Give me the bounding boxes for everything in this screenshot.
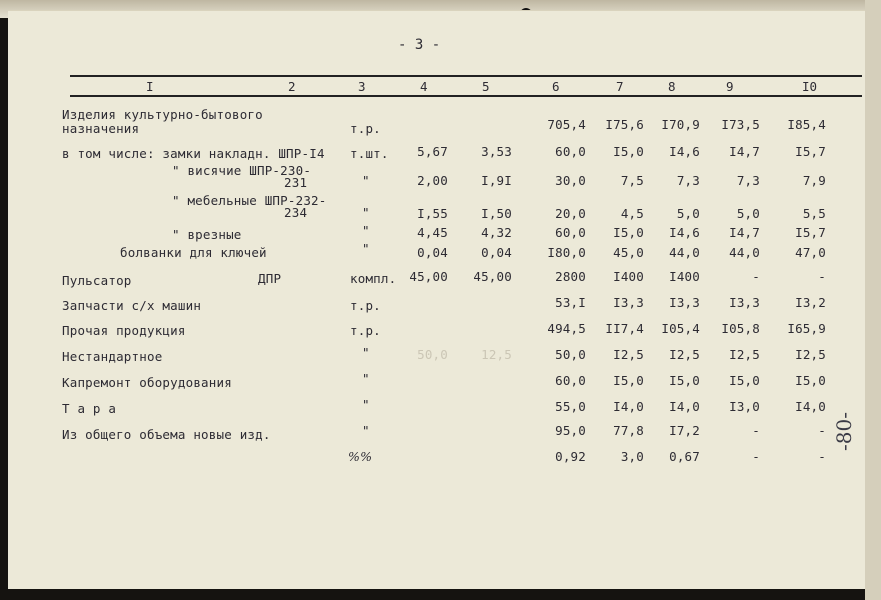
cell-c10: I5,0 (795, 373, 826, 388)
cell-c8: I3,3 (669, 295, 700, 310)
cell-c9: 44,0 (729, 245, 760, 260)
row-unit: т.р. (350, 298, 381, 313)
cell-c4: 0,04 (417, 245, 448, 260)
cell-c9: I4,7 (729, 144, 760, 159)
column-header-9: 9 (726, 79, 734, 94)
cell-c5: I,9I (481, 173, 512, 188)
table-top-rule (70, 75, 862, 77)
cell-c7: I5,0 (613, 225, 644, 240)
cell-c9: - (752, 449, 760, 464)
row-unit: " (362, 205, 370, 220)
row-unit: " (362, 223, 370, 238)
cell-c8: 0,67 (669, 449, 700, 464)
row-unit: %% (348, 449, 373, 464)
cell-c6: 2800 (555, 269, 586, 284)
cell-c6: 0,92 (555, 449, 586, 464)
cell-c9: I4,7 (729, 225, 760, 240)
cell-c6: 60,0 (555, 225, 586, 240)
cell-c5: I,50 (481, 206, 512, 221)
cell-c4: 45,00 (409, 269, 448, 284)
cell-c7: I2,5 (613, 347, 644, 362)
cell-c10: I2,5 (795, 347, 826, 362)
cell-c7: I3,3 (613, 295, 644, 310)
cell-c9: I5,0 (729, 373, 760, 388)
cell-c7: 3,0 (620, 449, 644, 464)
cell-c9: I3,3 (729, 295, 760, 310)
cell-c5: 12,5 (481, 347, 512, 362)
cell-c9: 7,3 (736, 173, 760, 188)
row-name: Изделия культурно-бытового (62, 107, 263, 122)
row-unit: " (362, 397, 370, 412)
handwritten-page-mark: -80- (832, 412, 856, 451)
cell-c4: 4,45 (417, 225, 448, 240)
cell-c8: I5,0 (669, 373, 700, 388)
row-unit: т.р. (350, 323, 381, 338)
cell-c10: 7,9 (802, 173, 826, 188)
row-name: Т а р а (62, 401, 117, 416)
cell-c6: 60,0 (555, 144, 586, 159)
row-name: " врезные (172, 227, 242, 242)
cell-c9: - (752, 269, 760, 284)
row-name: Запчасти с/х машин (62, 298, 202, 313)
cell-c4: I,55 (417, 206, 448, 221)
row-name: " мебельные ШПР-232- (172, 193, 327, 208)
row-unit: " (362, 345, 370, 360)
cell-c6: 53,I (555, 295, 586, 310)
cell-c6: 95,0 (555, 423, 586, 438)
cell-c7: 7,5 (620, 173, 644, 188)
cell-c9: I73,5 (721, 117, 760, 132)
row-name: Пульсатор (62, 273, 132, 288)
row-name-line2: 231 (284, 175, 308, 190)
cell-c10: I5,7 (795, 144, 826, 159)
cell-c6: 55,0 (555, 399, 586, 414)
row-name-line2: назначения (62, 121, 140, 136)
column-header-4: 4 (420, 79, 428, 94)
cell-c8: 7,3 (676, 173, 700, 188)
cell-c7: 77,8 (613, 423, 644, 438)
cell-c8: I4,6 (669, 225, 700, 240)
column-header-8: 8 (668, 79, 676, 94)
row-unit: " (362, 371, 370, 386)
cell-c10: I3,2 (795, 295, 826, 310)
cell-c6: 30,0 (555, 173, 586, 188)
row-name: Прочая продукция (62, 323, 186, 338)
cell-c10: - (818, 423, 826, 438)
cell-c6: 705,4 (547, 117, 586, 132)
cell-c6: I80,0 (547, 245, 586, 260)
column-header-2: 2 (288, 79, 296, 94)
column-header-3: 3 (358, 79, 366, 94)
cell-c7: I75,6 (605, 117, 644, 132)
column-header-10: I0 (802, 79, 818, 94)
cell-c7: I5,0 (613, 373, 644, 388)
page-edge (865, 0, 881, 600)
row-name-line2: 234 (284, 205, 308, 220)
row-name: болванки для ключей (120, 245, 267, 260)
cell-c7: I5,0 (613, 144, 644, 159)
cell-c10: I5,7 (795, 225, 826, 240)
cell-c10: - (818, 449, 826, 464)
row-unit: " (362, 423, 370, 438)
cell-c6: 494,5 (547, 321, 586, 336)
row-name: " висячие ШПР-230- (172, 163, 312, 178)
cell-c8: 44,0 (669, 245, 700, 260)
row-unit: " (362, 173, 370, 188)
cell-c4: 50,0 (417, 347, 448, 362)
cell-c8: I7,2 (669, 423, 700, 438)
row-mark: ДПР (258, 271, 282, 286)
cell-c7: II7,4 (605, 321, 644, 336)
cell-c8: 5,0 (676, 206, 700, 221)
cell-c10: 5,5 (802, 206, 826, 221)
column-header-1: I (146, 79, 154, 94)
cell-c6: 20,0 (555, 206, 586, 221)
cell-c9: I05,8 (721, 321, 760, 336)
page-number: - 3 - (398, 37, 441, 53)
cell-c5: 45,00 (473, 269, 512, 284)
cell-c10: I4,0 (795, 399, 826, 414)
cell-c8: I4,0 (669, 399, 700, 414)
cell-c8: I400 (669, 269, 700, 284)
cell-c9: I2,5 (729, 347, 760, 362)
cell-c9: - (752, 423, 760, 438)
row-unit: т.р. (350, 121, 381, 136)
table-header-rule (70, 95, 862, 97)
cell-c5: 4,32 (481, 225, 512, 240)
cell-c6: 50,0 (555, 347, 586, 362)
cell-c7: I400 (613, 269, 644, 284)
row-unit: компл. (350, 271, 397, 286)
column-header-6: 6 (552, 79, 560, 94)
cell-c7: I4,0 (613, 399, 644, 414)
row-unit: " (362, 241, 370, 256)
cell-c10: 47,0 (795, 245, 826, 260)
cell-c8: I4,6 (669, 144, 700, 159)
row-name: в том числе: замки накладн. ШПР-I4 (62, 146, 325, 161)
cell-c9: 5,0 (736, 206, 760, 221)
cell-c5: 0,04 (481, 245, 512, 260)
cell-c10: I85,4 (787, 117, 826, 132)
cell-c7: 4,5 (620, 206, 644, 221)
document-page (8, 10, 866, 589)
cell-c8: I70,9 (661, 117, 700, 132)
cell-c10: I65,9 (787, 321, 826, 336)
cell-c8: I05,4 (661, 321, 700, 336)
column-header-5: 5 (482, 79, 490, 94)
row-name: Нестандартное (62, 349, 163, 364)
cell-c10: - (818, 269, 826, 284)
cell-c4: 5,67 (417, 144, 448, 159)
column-header-7: 7 (616, 79, 624, 94)
row-name: Из общего объема новые изд. (62, 427, 271, 442)
cell-c4: 2,00 (417, 173, 448, 188)
cell-c6: 60,0 (555, 373, 586, 388)
row-unit: т.шт. (350, 146, 389, 161)
cell-c7: 45,0 (613, 245, 644, 260)
cell-c9: I3,0 (729, 399, 760, 414)
row-name: Капремонт оборудования (62, 375, 232, 390)
cell-c5: 3,53 (481, 144, 512, 159)
cell-c8: I2,5 (669, 347, 700, 362)
